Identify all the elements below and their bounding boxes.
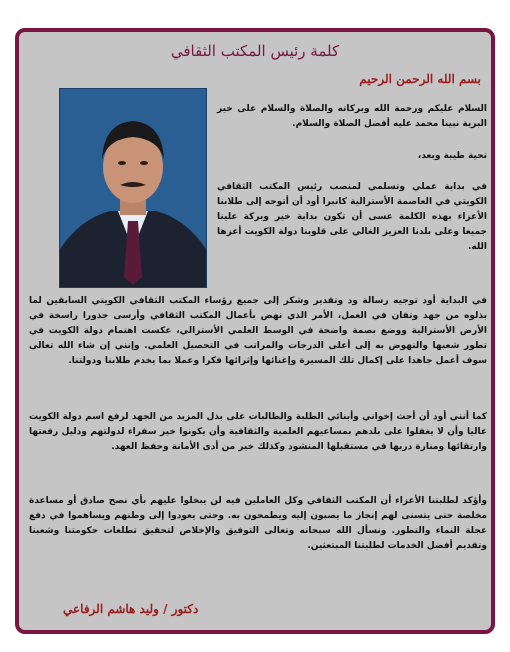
page-title: كلمة رئيس المكتب الثقافي (170, 42, 340, 60)
salutation-line: تحية طيبة وبعد، (417, 151, 487, 161)
body-paragraph-2: كما أنني أود أن أحث إخواني وأبنائي الطلبة والطالبات على بذل المزيد من الجهد لرفع اسم دولة الكويت عاليا وأن لا يغفلوا على بلدهم بمساعيهم العلمية والثقافية وأن يكونوا خير سفراء لدولتهم ودليل رفعتها وارتقائها ومنارة دربها في مستقبلها المنشود وكذلك خير من أدى الأمانة وحفظ العهد. (29, 412, 487, 452)
body-paragraph-3: وأؤكد لطلبتنا الأعزاء أن المكتب الثقافي وكل العاملين فيه لن يبخلوا عليهم بأي نصح صادق أو مساعدة مخلصة حتى يتسنى لهم إنجاز ما يصبون إليه ويطمحون به. وحتى يعودوا إلى وطنهم ويساهموا في دفع عجلة النماء والتطور. ونسأل الله سبحانه وتعالى التوفيق والإخلاص لتحقيق تطلعات حكومتنا وشعبنا وتقديم أفضل الخدمات لطلبتنا المبتعثين. (29, 496, 487, 551)
intro-paragraph: في بداية عملي وتسلمي لمنصب رئيس المكتب الثقافي الكويتي في العاصمة الأسترالية كانبرا أود أن أتوجه إلى طلابنا الأعزاء بهذه الكلمة عسى أن تكون بداية خير وبركة علينا جميعا وعلى بلدنا العزيز الغالي على قلوبنا دولة الكويت أعزها الله. (217, 182, 487, 252)
signature: دكتور / وليد هاشم الرفاعي (63, 602, 199, 616)
body-paragraph-1: في البداية أود توجيه رسالة ود وتقدير وشكر إلى جميع رؤساء المكتب الثقافي الكويتي السابقين لما بذلوه من جهد وتفان في العمل، الأمر الذي نهض بأعمال المكتب الثقافي وأرسى جذورا راسخة في الأرض الأسترالية ووضع بصمة واضحة في الوسط العلمي الأسترالي، عكست اهتمام دولة الكويت في تطور شعبها والنهوض به إلى أعلى الدرجات والمراتب في التحصيل العلمي. وإنني إن شاء الله تعالى سوف أعمل جاهدا على إكمال تلك المسيرة وإغنائها وإثرائها فكرا وعملا بما يخدم طلابنا ودولتنا. (29, 296, 487, 366)
portrait-illustration (60, 89, 206, 287)
bismillah-heading: بسم الله الرحمن الرحيم (359, 72, 481, 86)
message-panel (15, 28, 495, 634)
portrait-photo (59, 88, 207, 288)
greeting-paragraph: السلام عليكم ورحمة الله وبركاته والصلاة والسلام على خير البرية نبينا محمد عليه أفضل الصلاة والسلام. (217, 104, 487, 129)
